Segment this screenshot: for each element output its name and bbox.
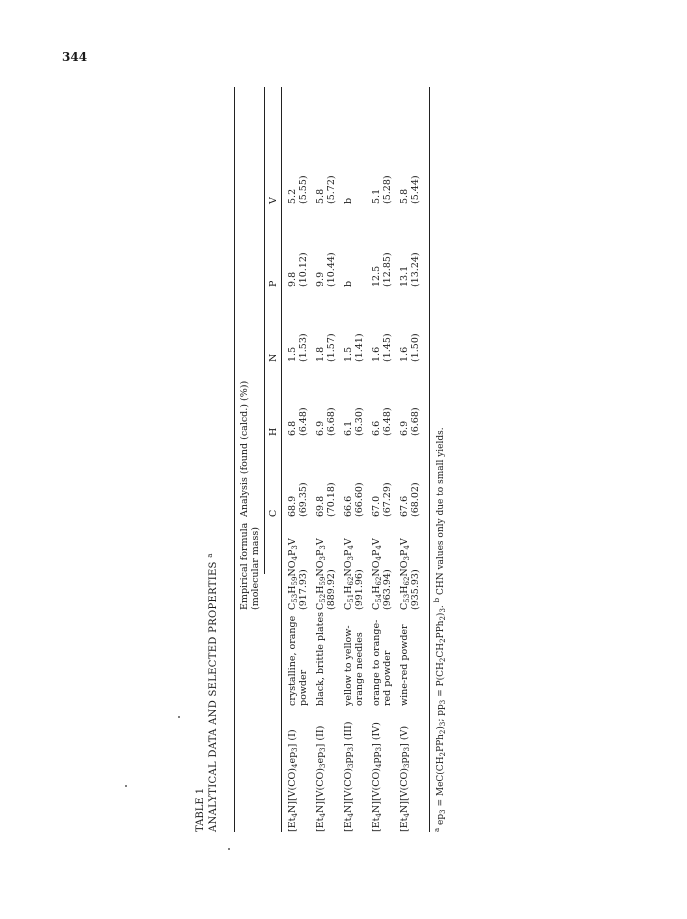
header-formula: Empirical formula (molecular mass) <box>239 522 261 610</box>
cell-N: 1.5 (1.41) <box>343 333 365 362</box>
cell-N: 1.8 (1.57) <box>315 333 337 362</box>
header-P: P <box>268 280 279 287</box>
header-N: N <box>268 353 279 362</box>
cell-P: 9.8 (10.12) <box>287 252 309 287</box>
table-footnote: $^a$ $ep_3 = MeC(CH_2PPh_2)_3$; $pp_3 = P(CH_2CH_2PPh_2)_3$. $^b$ CHN values only due to small yields. <box>433 427 447 832</box>
table-row <box>343 87 373 832</box>
page-number: 344 <box>62 50 88 64</box>
cell-V: b <box>343 197 354 204</box>
table-title: ANALYTICAL DATA AND SELECTED PROPERTIES $^a$ <box>206 553 219 832</box>
header-V: V <box>268 197 279 204</box>
cell-desc: orange to orange- red powder <box>371 619 393 706</box>
cell-H: 6.9 (6.68) <box>315 407 337 436</box>
table-row <box>287 87 317 832</box>
cell-form: $C_{53}H_{62}NO_3P_4V$ (935.93) <box>399 538 421 610</box>
cell-N: 1.5 (1.53) <box>287 333 309 362</box>
cell-comp: $[Et_4N][V(CO)_4ep_3]$ (I) <box>287 729 299 832</box>
cell-comp: $[Et_4N][V(CO)_3pp_3]$ (III) <box>343 721 355 832</box>
scan-speck <box>125 785 127 787</box>
table-row <box>371 87 401 832</box>
header-H: H <box>268 427 279 436</box>
cell-C: 69.8 (70.18) <box>315 482 337 517</box>
rotated-table-block <box>192 72 447 832</box>
cell-P: 13.1 (13.24) <box>399 252 421 287</box>
cell-H: 6.8 (6.48) <box>287 407 309 436</box>
cell-C: 66.6 (66.60) <box>343 482 365 517</box>
cell-desc: wine-red powder <box>399 624 410 706</box>
cell-H: 6.9 (6.68) <box>399 407 421 436</box>
cell-P: 9.9 (10.44) <box>315 252 337 287</box>
cell-form: $C_{54}H_{62}NO_4P_4V$ (963.94) <box>371 538 393 610</box>
cell-V: 5.1 (5.28) <box>371 175 393 204</box>
cell-H: 6.6 (6.48) <box>371 407 393 436</box>
cell-V: 5.8 (5.44) <box>399 175 421 204</box>
table-label: TABLE 1 <box>195 787 206 832</box>
cell-H: 6.1 (6.30) <box>343 407 365 436</box>
cell-V: 5.8 (5.72) <box>315 175 337 204</box>
cell-form: $C_{51}H_{62}NO_3P_4V$ (991.96) <box>343 538 365 610</box>
table-row <box>399 87 429 832</box>
cell-C: 67.0 (67.29) <box>371 482 393 517</box>
cell-N: 1.6 (1.50) <box>399 333 421 362</box>
cell-P: 12.5 (12.85) <box>371 252 393 287</box>
cell-form: $C_{53}H_{59}NO_4P_3V$ (917.93) <box>287 538 309 610</box>
cell-comp: $[Et_4N][V(CO)_4pp_3]$ (IV) <box>371 722 383 832</box>
cell-C: 68.9 (69.35) <box>287 482 309 517</box>
cell-form: $C_{52}H_{59}NO_3P_3V$ (889.92) <box>315 538 337 610</box>
table-row <box>315 87 345 832</box>
cell-desc: black, brittle plates <box>315 612 326 706</box>
header-C: C <box>268 509 279 517</box>
header-analysis: Analysis (found (calcd.) (%)) <box>239 380 250 517</box>
cell-C: 67.6 (68.02) <box>399 482 421 517</box>
scan-speck <box>228 848 230 850</box>
cell-desc: crystalline, orange powder <box>287 615 309 706</box>
scan-speck <box>178 716 180 718</box>
cell-V: 5.2 (5.55) <box>287 175 309 204</box>
table-bottom-rule <box>429 87 430 832</box>
cell-comp: $[Et_4N][V(CO)_3pp_3]$ (V) <box>399 725 411 832</box>
cell-N: 1.6 (1.45) <box>371 333 393 362</box>
table-header-rule <box>281 87 282 832</box>
cell-P: b <box>343 280 354 287</box>
analysis-span-rule <box>264 87 265 574</box>
table-top-rule <box>234 87 235 832</box>
cell-comp: $[Et_4N][V(CO)_3ep_3]$ (II) <box>315 725 327 832</box>
cell-desc: yellow to yellow- orange needles <box>343 625 365 706</box>
